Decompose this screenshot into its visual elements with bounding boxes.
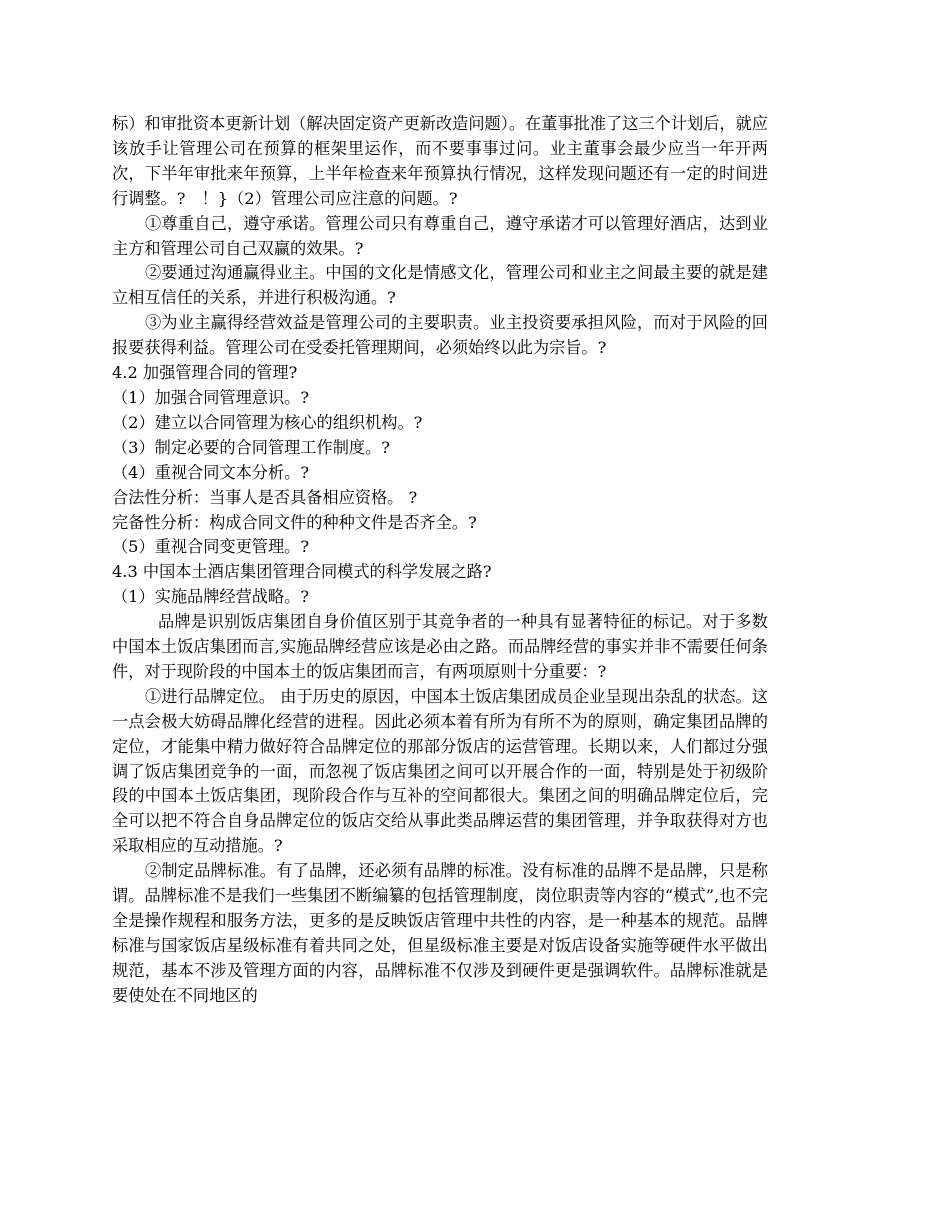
- paragraph-brand-standard: ②制定品牌标准。有了品牌，还必须有品牌的标准。没有标准的品牌不是品牌，只是称谓。品牌标准不是我们一些集团不断编纂的包括管理制度，岗位职责等内容的“模式”,也不完全是操作规程和服务方法，更多的是反映饭店管理中共性的内容，是一种基本的规范。品牌标准与国家饭店星级标准有着共同之处，但星级标准主要是对饭店设备实施等硬件水平做出规范，基本不涉及管理方面的内容，品牌标准不仅涉及到硬件更是强调软件。品牌标准就是要使处在不同地区的: [112, 861, 768, 1005]
- section-heading-4-3: 4.3 中国本土酒店集团管理合同模式的科学发展之路?: [112, 562, 492, 582]
- list-item-organization: （2）建立以合同管理为核心的组织机构。?: [112, 412, 423, 432]
- list-item-change-management: （5）重视合同变更管理。?: [112, 537, 310, 557]
- section-heading-4-2: 4.2 加强管理合同的管理?: [112, 363, 298, 383]
- paragraph-brand-identity: 品牌是识别饭店集团自身价值区别于其竞争者的一种具有显著特征的标记。对于多数中国本土饭店集团而言,实施品牌经营应该是必由之路。而品牌经营的事实并非不需要任何条件，对于现阶段的中国本土的饭店集团而言，有两项原则十分重要：?: [112, 612, 768, 681]
- document-page: [112, 112, 768, 1009]
- paragraph-communication: ②要通过沟通赢得业主。中国的文化是情感文化，管理公司和业主之间最主要的就是建立相互信任的关系，并进行积极沟通。?: [112, 263, 768, 308]
- list-item-completeness-analysis: 完备性分析：构成合同文件的种种文件是否齐全。?: [112, 512, 477, 532]
- list-item-brand-strategy: （1）实施品牌经营战略。?: [112, 587, 310, 607]
- paragraph-respect-self: ①尊重自己，遵守承诺。管理公司只有尊重自己，遵守承诺才可以管理好酒店，达到业主方和管理公司自己双赢的效果。?: [112, 213, 768, 258]
- list-item-contract-awareness: （1）加强合同管理意识。?: [112, 387, 310, 407]
- paragraph-board-approval: 标）和审批资本更新计划（解决固定资产更新改造问题）。在董事批准了这三个计划后，就应该放手让管理公司在预算的框架里运作，而不要事事过问。业主董事会最少应当一年开两次，下半年审批来年预算，上半年检查来年预算执行情况，这样发现问题还有一定的时间进行调整。? ！}（2）管理公司应注意的问题。?: [112, 114, 768, 208]
- list-item-legality-analysis: 合法性分析：当事人是否具备相应资格。 ?: [112, 487, 418, 507]
- list-item-work-system: （3）制定必要的合同管理工作制度。?: [112, 437, 390, 457]
- paragraph-owner-benefit: ③为业主赢得经营效益是管理公司的主要职责。业主投资要承担风险，而对于风险的回报要获得利益。管理公司在受委托管理期间，必须始终以此为宗旨。?: [112, 313, 768, 358]
- list-item-text-analysis: （4）重视合同文本分析。?: [112, 462, 310, 482]
- paragraph-brand-positioning: ①进行品牌定位。 由于历史的原因，中国本土饭店集团成员企业呈现出杂乱的状态。这一点会极大妨碍品牌化经营的进程。因此必须本着有所为有所不为的原则，确定集团品牌的定位，才能集中精力做好符合品牌定位的那部分饭店的运营管理。长期以来，人们都过分强调了饭店集团竞争的一面，而忽视了饭店集团之间可以开展合作的一面，特别是处于初级阶段的中国本土饭店集团，现阶段合作与互补的空间都很大。集团之间的明确品牌定位后，完全可以把不符合自身品牌定位的饭店交给从事此类品牌运营的集团管理，并争取获得对方也采取相应的互动措施。?: [112, 686, 768, 856]
